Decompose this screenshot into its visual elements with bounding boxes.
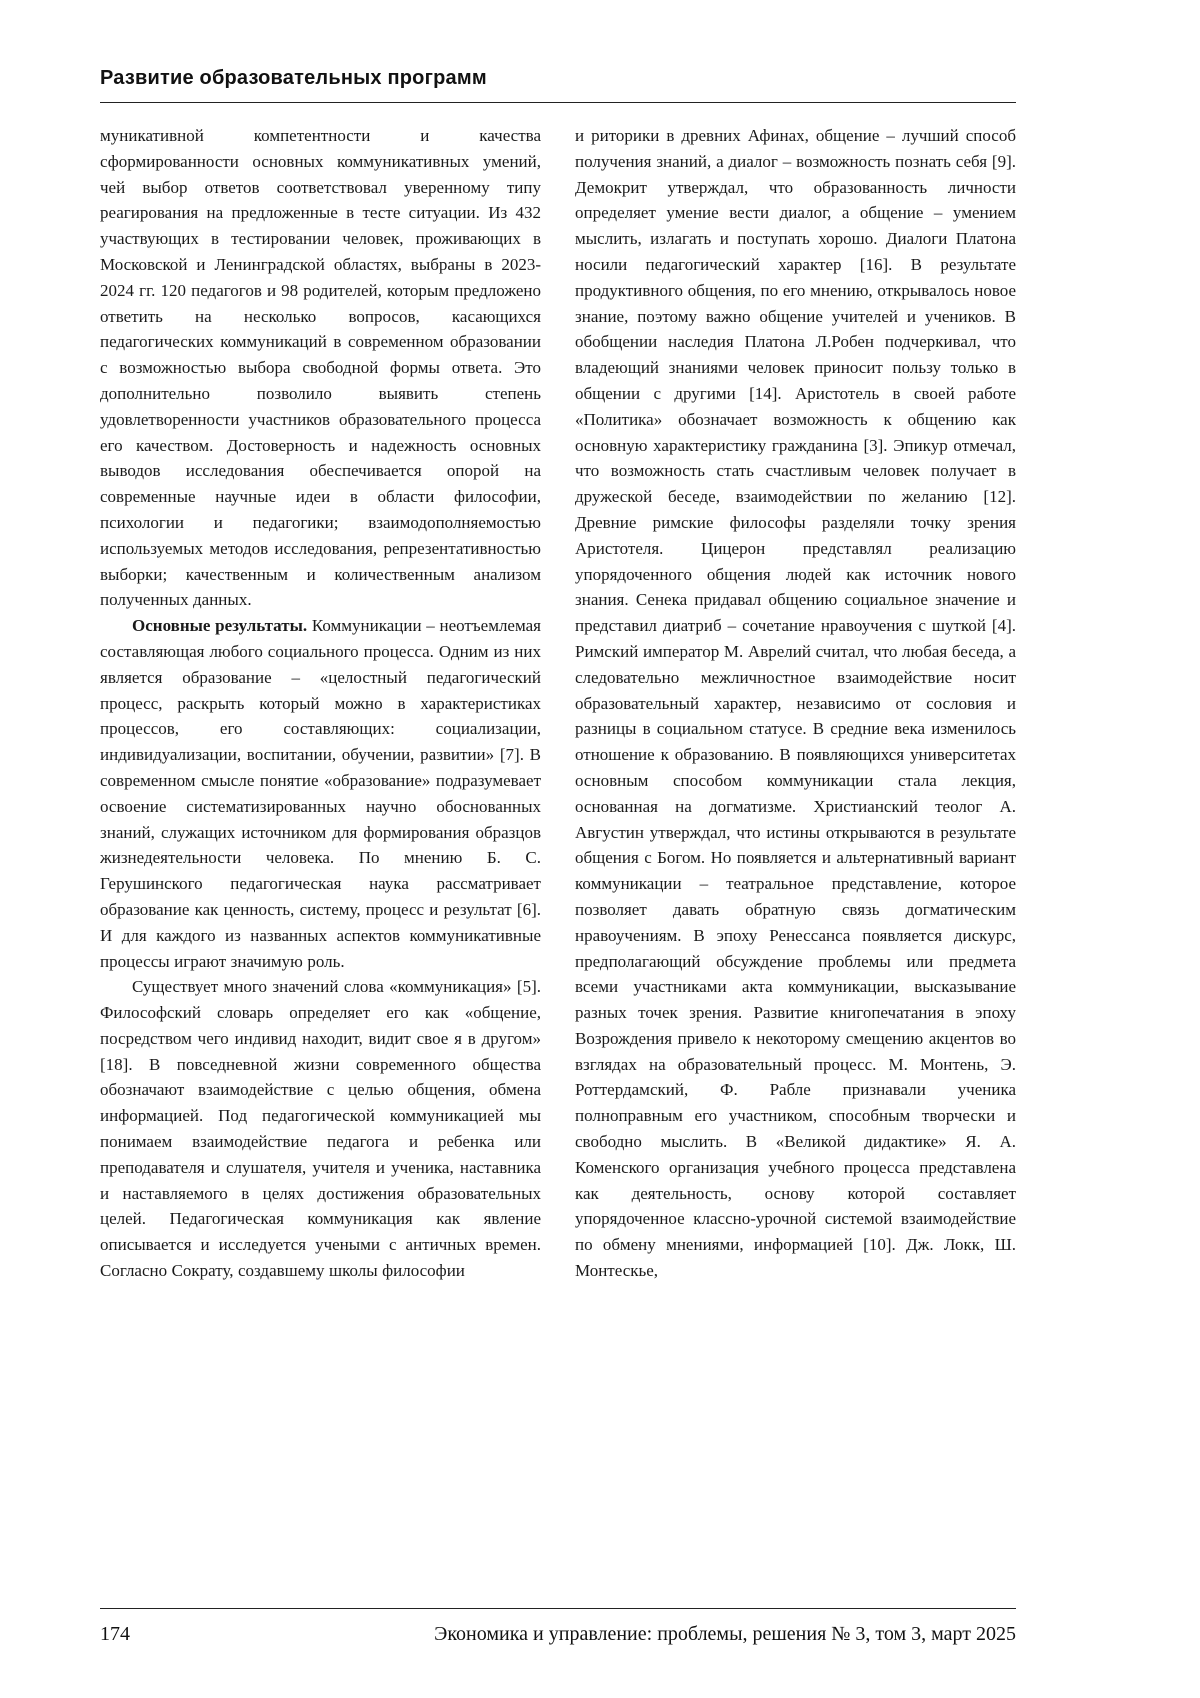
paragraph-bold-lead: Основные результаты.: [132, 616, 312, 636]
running-title: Развитие образовательных программ: [100, 67, 487, 89]
page-footer: [100, 1608, 1016, 1646]
body-paragraph: Основные результаты. Коммуникации – неотъемлемая составляющая любого социального процесса. Одним из них является образование – «целостный педагогический процесс, раскрыть который можно в характеристиках процессов, его составляющих: социализации, индивидуализации, воспитании, обучении, развитии» [7]. В современном смысле понятие «образование» подразумевает освоение систематизированных научно обоснованных знаний, служащих источником для формирования образцов жизнедеятельности человека. По мнению Б. С. Герушинского педагогическая наука рассматривает образование как ценность, систему, процесс и результат [6]. И для каждого из названных аспектов коммуникативные процессы играют значимую роль.: [100, 616, 541, 971]
right-column: [575, 123, 1016, 1571]
body-paragraph: муникативной компетентности и качества сформированности основных коммуникативных умений, чей выбор ответов соответствовал уверенному типу реагирования на предложенные в тесте ситуации. Из 432 участвующих в тестировании человек, проживающих в Московской и Ленинградской областях, выбраны в 2023-2024 гг. 120 педагогов и 98 родителей, которым предложено ответить на несколько вопросов, касающихся педагогических коммуникаций в современном образовании с возможностью выбора свободной формы ответа. Это дополнительно позволило выявить степень удовлетворенности участников образовательного процесса его качеством. Достоверность и надежность основных выводов исследования обеспечивается опорой на современные научные идеи в области философии, психологии и педагогики; взаимодополняемостью используемых методов исследования, репрезентативностью выборки; качественным и количественным анализом полученных данных.: [100, 126, 541, 610]
footer-row: [100, 1623, 1016, 1646]
left-column: [100, 123, 541, 1571]
page-header: [100, 66, 1016, 103]
body-paragraph: Существует много значений слова «коммуникация» [5]. Философский словарь определяет его как «общение, посредством чего индивид находит, видит свое я в другом» [18]. В повседневной жизни современного общества обозначают взаимодействие с целью общения, обмена информацией. Под педагогической коммуникацией мы понимаем взаимодействие педагога и ребенка или преподавателя и слушателя, учителя и ученика, наставника и наставляемого в целях достижения образовательных целей. Педагогическая коммуникация как явление описывается и исследуется учеными с античных времен. Согласно Сократу, создавшему школы философии: [100, 977, 541, 1281]
header-rule: [100, 102, 1016, 103]
body-paragraph: и риторики в древних Афинах, общение – лучший способ получения знаний, а диалог – возможность познать себя [9]. Демокрит утверждал, что образованность личности определяет умение вести диалог, а общение – умением мыслить, излагать и поступать хорошо. Диалоги Платона носили педагогический характер [16]. В результате продуктивного общения, по его мнению, открывалось новое знание, поэтому важно общение учителей и учеников. В обобщении наследия Платона Л.Робен подчеркивал, что владеющий знаниями человек приносит пользу только в общении с другими [14]. Аристотель в своей работе «Политика» обозначает возможность к общению как основную характеристику гражданина [3]. Эпикур отмечал, что возможность стать счастливым человек получает в дружеской беседе, взаимодействии по желанию [12]. Древние римские философы разделяли точку зрения Аристотеля. Цицерон представлял реализацию упорядоченного общения людей как источник нового знания. Сенека придавал общению социальное значение и представил диатриб – сочетание нравоучения с шуткой [4]. Римский император М. Аврелий считал, что любая беседа, а следовательно межличностное взаимодействие носит образовательный характер, независимо от сословия и разницы в социальном статусе. В средние века изменилось отношение к образованию. В появляющихся университетах основным способом коммуникации стала лекция, основанная на догматизме. Христианский теолог А. Августин утверждал, что истины открываются в результате общения с Богом. Но появляется и альтернативный вариант коммуникации – театральное представление, которое позволяет давать обратную связь догматическим нравоучениям. В эпоху Ренессанса появляется дискурс, предполагающий обсуждение проблемы или предмета всеми участниками акта коммуникации, высказывание разных точек зрения. Развитие книгопечатания в эпоху Возрождения привело к некоторому смещению акцентов во взглядах на образовательный процесс. М. Монтень, Э. Роттердамский, Ф. Рабле признавали ученика полноправным его участником, способным творчески и свободно мыслить. В «Великой дидактике» Я. А. Коменского организация учебного процесса представлена как деятельность, основу которой составляет упорядоченное классно-урочной системой взаимодействие по обмену мнениями, информацией [10]. Дж. Локк, Ш. Монтескье,: [575, 126, 1016, 1281]
journal-line: Экономика и управление: проблемы, решения № 3, том 3, март 2025: [434, 1623, 1016, 1645]
footer-rule: [100, 1608, 1016, 1609]
page-number: 174: [100, 1623, 130, 1645]
two-column-body: [100, 123, 1016, 1571]
